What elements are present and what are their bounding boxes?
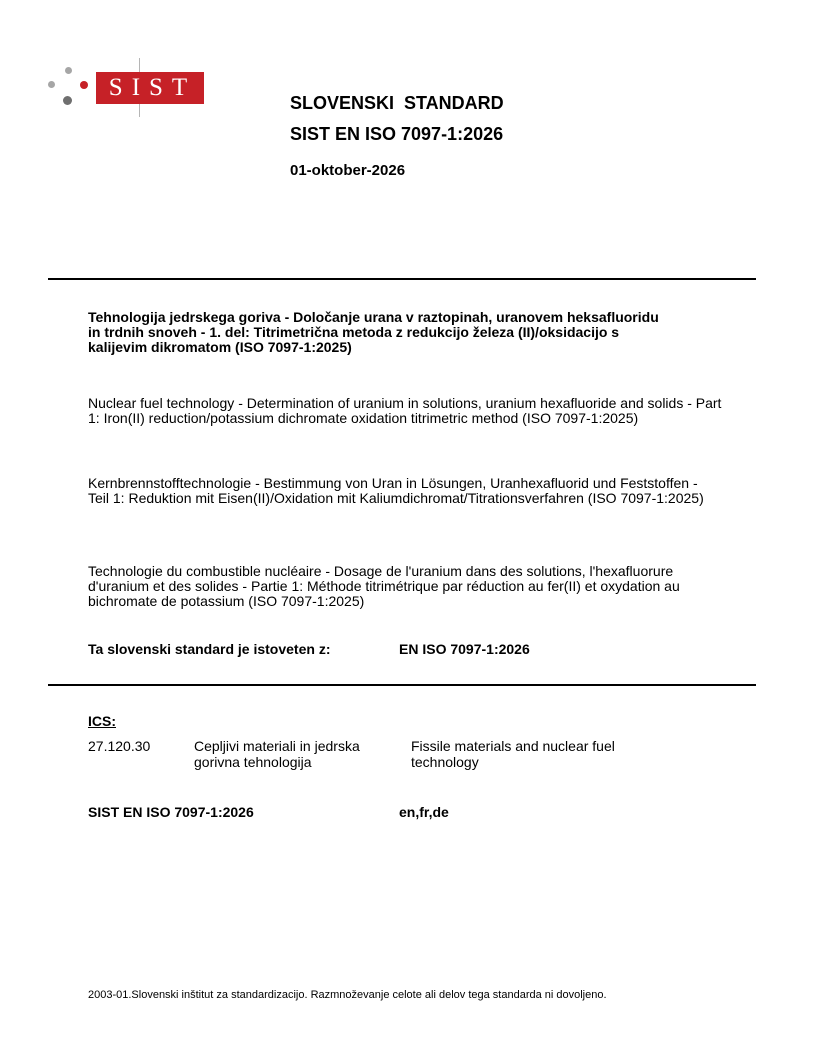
copyright-notice: 2003-01.Slovenski inštitut za standardizacijo. Razmnoževanje celote ali delov tega standarda ni dovoljeno. — [88, 989, 607, 1001]
logo-dot-red — [80, 81, 88, 89]
divider-bottom — [48, 684, 756, 686]
sist-logo: SIST — [96, 72, 204, 104]
identical-standard: EN ISO 7097-1:2026 — [399, 641, 530, 657]
logo-dot-bottom — [63, 96, 72, 105]
identical-label: Ta slovenski standard je istoveten z: — [88, 641, 331, 657]
title-slovenian: Tehnologija jedrskega goriva - Določanje urana v raztopinah, uranovem heksafluoridu in trdnih snoveh - 1. del: Titrimetrična metoda z redukcijo železa (II)/oksidacijo s kalijevim dikromatom (ISO 7097-1:2025) — [88, 309, 659, 355]
title-french: Technologie du combustible nucléaire - Dosage de l'uranium dans des solutions, l'hexafluorure d'uranium et des solides - Partie 1: Méthode titrimétrique par réduction au fer(II) et oxydation au bichromate de potassium (ISO 7097-1:2025) — [88, 563, 680, 609]
logo-dot-left — [48, 81, 55, 88]
title-german: Kernbrennstofftechnologie - Bestimmung von Uran in Lösungen, Uranhexafluorid und Feststoffen - Teil 1: Reduktion mit Eisen(II)/Oxidation mit Kaliumdichromat/Titrationsverfahren (ISO 7097-1:2025) — [88, 475, 704, 506]
title-english: Nuclear fuel technology - Determination of uranium in solutions, uranium hexafluoride and solids - Part 1: Iron(II) reduction/potassium dichromate oxidation titrimetric method (ISO 7097-1:2025) — [88, 395, 722, 426]
footer-standard-code: SIST EN ISO 7097-1:2026 — [88, 804, 254, 820]
logo-dot-top — [65, 67, 72, 74]
divider-top — [48, 278, 756, 280]
standard-type-label: SLOVENSKI STANDARD — [290, 93, 504, 113]
ics-description-sl: Cepljivi materiali in jedrska gorivna tehnologija — [194, 738, 360, 770]
logo-dots — [48, 67, 88, 109]
ics-description-en: Fissile materials and nuclear fuel technology — [411, 738, 615, 770]
ics-heading: ICS: — [88, 713, 116, 729]
ics-code: 27.120.30 — [88, 738, 151, 754]
standard-number: SIST EN ISO 7097-1:2026 — [290, 124, 504, 144]
publication-date: 01-oktober-2026 — [290, 162, 406, 179]
footer-languages: en,fr,de — [399, 804, 449, 820]
